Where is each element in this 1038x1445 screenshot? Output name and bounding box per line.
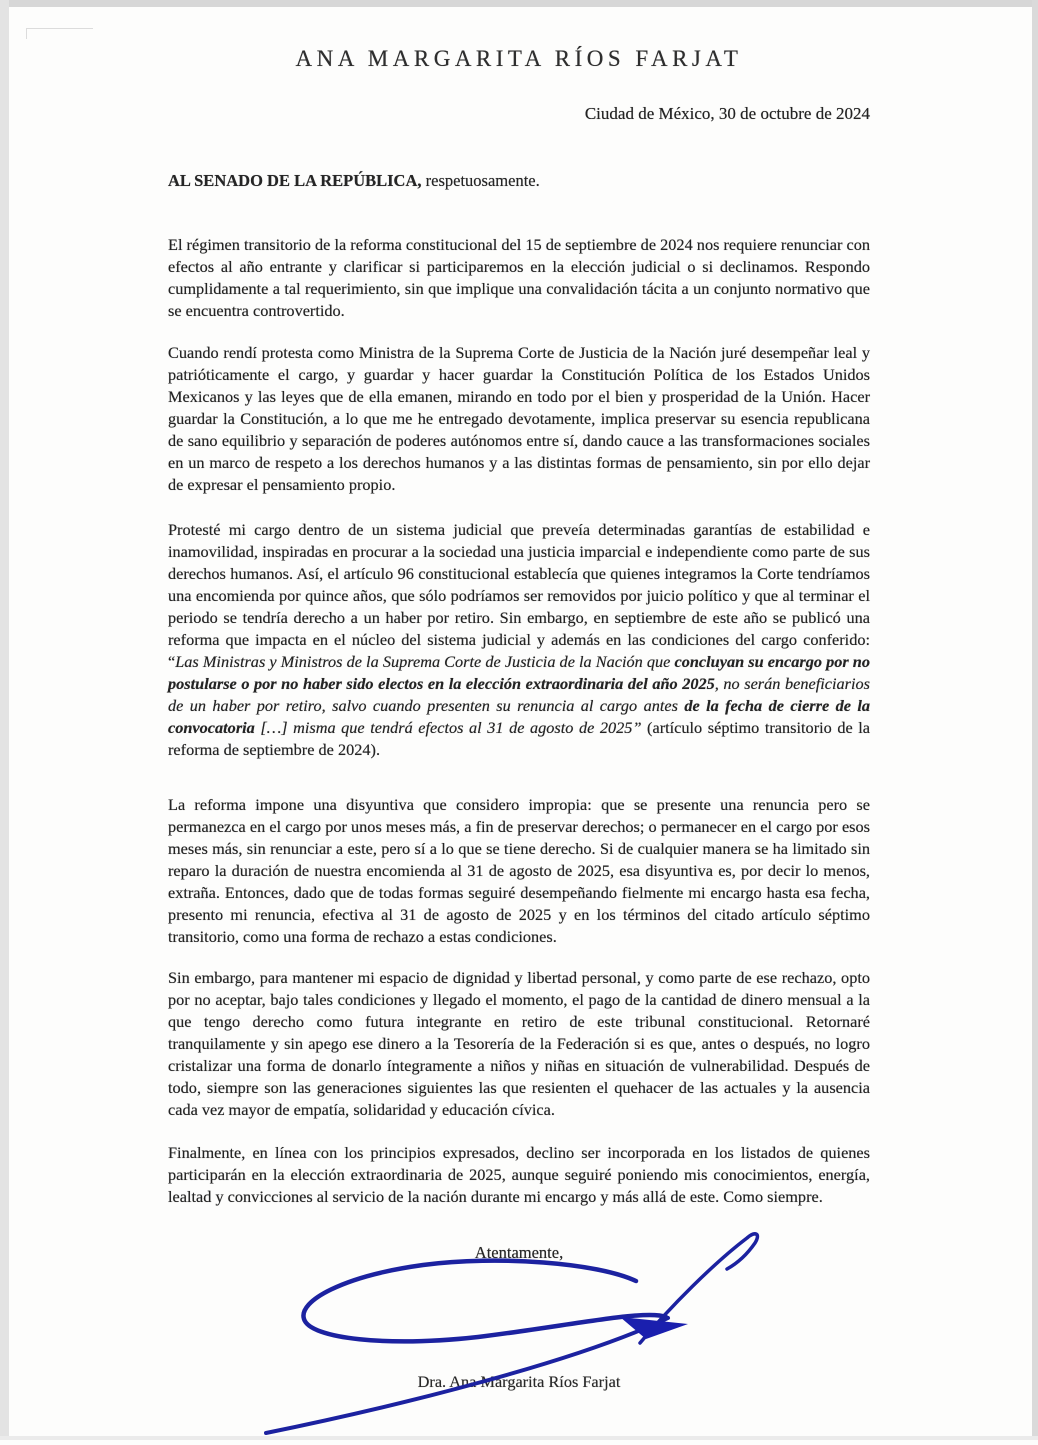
paragraph-oath: Cuando rendí protesta como Ministra de la Suprema Corte de Justicia de la Nación juré desempeñar leal y patrióticamente el cargo, y guardar y hacer guardar la Constitución Política de los Estados Unidos Mexicanos y las leyes que de ella emanen, mirando en todo por el bien y prosperidad de la Unión. Hacer guardar la Constitución, a lo que me he entregado devotamente, implica preservar su esencia republicana de sano equilibrio y separación de poderes autónomos entre sí, dando cauce a las transformaciones sociales en un marco de respeto a los derechos humanos y a las distintas formas de pensamiento, sin por ello dejar de expresar el pensamiento propio. (168, 343, 870, 494)
salutation-courtesy: respetuosamente. (421, 171, 540, 190)
scan-edge-bottom (0, 1436, 1038, 1440)
scan-edge-left (0, 0, 9, 1440)
quote-run-bold-italic-2: de la fecha de cierre de la convocatoria (168, 696, 870, 737)
scan-edge-right (1032, 0, 1038, 1440)
salutation (168, 171, 870, 191)
signer-name: Dra. Ana Margarita Ríos Farjat (417, 1372, 621, 1391)
dateline: Ciudad de México, 30 de octubre de 2024 (584, 104, 870, 123)
paragraph-reform-quote (168, 519, 870, 761)
paragraph-decline-candidacy: Finalmente, en línea con los principios expresados, declino ser incorporada en los listados de quienes participarán en la elección extraordinaria de 2025, aunque seguiré poniendo mis conocimientos, energía, lealtad y convicciones al servicio de la nación durante mi encargo y más allá de este. Como siempre. (168, 1143, 870, 1206)
paragraph-reform-quote-intro: Protesté mi cargo dentro de un sistema judicial que preveía determinadas garantías de estabilidad e inamovilidad, inspiradas en procurar a la sociedad una justicia imparcial e independiente como parte de sus derechos humanos. Así, el artículo 96 constitucional establecía que quienes integramos la Corte tendríamos una encomienda por quince años, que sólo podríamos ser removidos por juicio político y que al terminar el periodo se tendría derecho a un haber por retiro. Sin embargo, en septiembre de este año se publicó una reforma que impacta en el núcleo del sistema judicial y además en las condiciones del cargo conferido: “ (168, 520, 870, 671)
quote-run-italic-2: , no serán beneficiarios de un haber por retiro, salvo cuando presenten su renuncia al cargo antes (168, 674, 870, 715)
valediction: Atentamente, (474, 1243, 564, 1262)
scan-corner-mark (26, 28, 93, 39)
paragraph-disjunctive-resignation: La reforma impone una disyuntiva que considero impropia: que se presente una renuncia pero se permanezca en el cargo por unos meses más, a fin de preservar derechos; o permanecer en el cargo por esos meses más, sin renunciar a este, pero sí a lo que se tiene derecho. Si de cualquier manera se ha limitado sin reparo la duración de nuestra encomienda al 31 de agosto de 2025, esa disyuntiva es, por decir lo menos, extraña. Entonces, dado que de todas formas seguiré desempeñando fielmente mi encargo hasta esa fecha, presento mi renuncia, efectiva al 31 de agosto de 2025 y en los términos del citado artículo séptimo transitorio, como una forma de rechazo a estas condiciones. (168, 795, 870, 946)
salutation-addressee: AL SENADO DE LA REPÚBLICA, (168, 171, 422, 190)
quote-run-bold-italic-1: concluyan su encargo por no postularse o por no haber sido electos en la elección extraordinaria del año 2025 (168, 652, 870, 693)
quote-run-italic-1: Las Ministras y Ministros de la Suprema Corte de Justicia de la Nación que (175, 652, 675, 671)
paragraph-transitory-regime: El régimen transitorio de la reforma constitucional del 15 de septiembre de 2024 nos requiere renunciar con efectos al año entrante y clarificar si participaremos en la elección judicial o si declinamos. Respondo cumplidamente a tal requerimiento, sin que implique una convalidación tácita a un conjunto normativo que se encuentra controvertido. (168, 235, 870, 320)
quote-run-citation: (artículo séptimo transitorio de la reforma de septiembre de 2024). (168, 718, 870, 759)
scan-edge-top (0, 0, 1038, 7)
paragraph-retirement-pay-rejection: Sin embargo, para mantener mi espacio de dignidad y libertad personal, y como parte de ese rechazo, opto por no aceptar, bajo tales condiciones y llegado el momento, el pago de la cantidad de dinero mensual a la que tengo derecho como futura integrante en retiro de este tribunal constitucional. Retornaré tranquilamente y sin apego ese dinero a la Tesorería de la Federación si es que, antes o después, no logro cristalizar una forma de donarlo íntegramente a niños y niñas en situación de vulnerabilidad. Después de todo, siempre son las generaciones siguientes las que resienten el quehacer de las actuales y la ausencia cada vez mayor de empatía, solidaridad y educación cívica. (168, 968, 870, 1119)
letterhead-author-name: ANA MARGARITA RÍOS FARJAT (295, 46, 743, 71)
quote-run-italic-3: […] misma que tendrá efectos al 31 de agosto de 2025” (260, 718, 642, 737)
